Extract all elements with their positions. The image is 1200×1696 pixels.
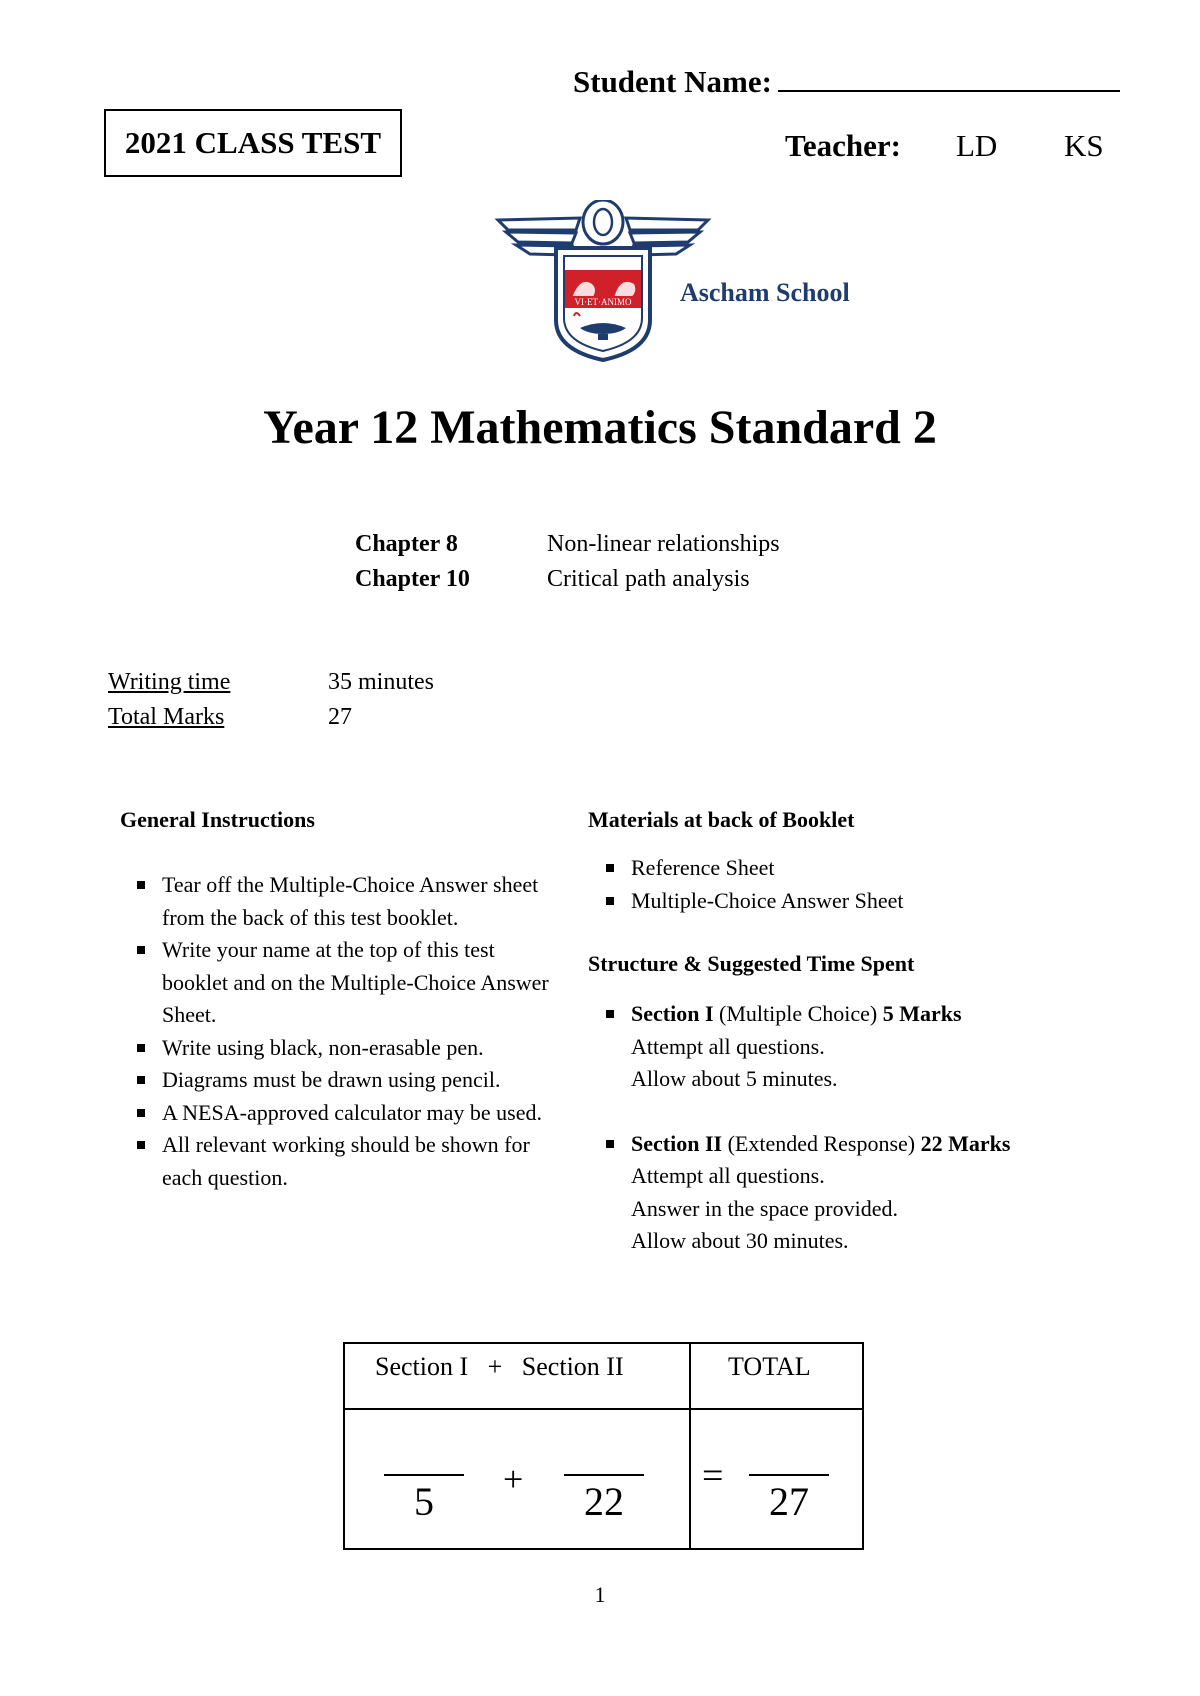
writing-time-label: Writing time [108,669,231,695]
list-item: All relevant working should be shown for each question. [134,1129,564,1194]
section-2-max: 22 [584,1479,624,1524]
section-line: Answer in the space provided. [631,1195,898,1221]
section-2-score[interactable] [564,1474,644,1525]
list-item: Diagrams must be drawn using pencil. [134,1064,564,1097]
student-name-blank[interactable] [778,64,1120,92]
total-marks-value: 27 [328,704,352,730]
score-blank[interactable] [749,1474,829,1476]
section-type: (Extended Response) [727,1130,916,1156]
crest-flame [583,200,623,244]
page-number: 1 [594,1582,606,1607]
plus-sign: + [503,1459,524,1499]
chapter-label: Chapter 10 [355,566,470,592]
school-name: Ascham School [680,278,850,307]
section-marks: 22 Marks [920,1130,1011,1156]
score-table-header-total: TOTAL [728,1352,811,1381]
section-1-item [603,998,1123,1096]
total-score[interactable] [749,1474,829,1525]
list-item: A NESA-approved calculator may be used. [134,1097,564,1130]
materials-title: Materials at back of Booklet [588,807,855,832]
materials-list [603,852,1023,917]
section-name: Section I [631,1001,714,1026]
section-type: (Multiple Choice) [719,1001,878,1026]
student-name-field[interactable] [573,64,1120,100]
chapter-description: Non-linear relationships [547,531,780,557]
chapter-label: Chapter 8 [355,531,458,557]
score-table-header-sections: Section I + Section II [375,1352,624,1381]
structure-list [603,998,1123,1290]
chapter-description: Critical path analysis [547,566,750,592]
score-blank[interactable] [564,1474,644,1476]
list-item: Write using black, non-erasable pen. [134,1032,564,1065]
table-divider [345,1408,862,1410]
general-instructions-title: General Instructions [120,807,315,832]
writing-time-value: 35 minutes [328,669,434,695]
equals-sign: = [702,1455,724,1497]
class-test-box: 2021 CLASS TEST [104,109,402,177]
section-line: Attempt all questions. [631,1163,825,1188]
section-2-item [603,1128,1123,1258]
section-line: Attempt all questions. [631,1033,825,1059]
total-marks-label: Total Marks [108,704,225,730]
list-item: Multiple-Choice Answer Sheet [603,885,1023,918]
general-instructions-list [134,869,564,1194]
score-blank[interactable] [384,1474,464,1476]
structure-title: Structure & Suggested Time Spent [588,951,915,976]
student-name-label: Student Name: [573,64,772,99]
teacher-label: Teacher: [785,128,901,163]
page-title: Year 12 Mathematics Standard 2 [263,401,937,454]
crest-motto: VI·ET·ANIMO [574,297,632,307]
list-item: Tear off the Multiple-Choice Answer sheet from the back of this test booklet. [134,869,564,934]
section-marks: 5 Marks [882,1001,962,1026]
teacher-option-ks[interactable]: KS [1064,128,1104,163]
table-divider [689,1344,691,1548]
total-max: 27 [769,1479,809,1524]
teacher-option-ld[interactable]: LD [956,128,998,163]
section-1-score[interactable] [384,1474,464,1525]
score-table [343,1342,864,1550]
section-line: Allow about 5 minutes. [631,1066,838,1091]
section-line: Allow about 30 minutes. [631,1228,849,1253]
list-item: Write your name at the top of this test booklet and on the Multiple-Choice Answer Sheet. [134,934,564,1032]
section-1-max: 5 [414,1479,434,1524]
section-name: Section II [631,1130,723,1156]
list-item: Reference Sheet [603,852,1023,885]
